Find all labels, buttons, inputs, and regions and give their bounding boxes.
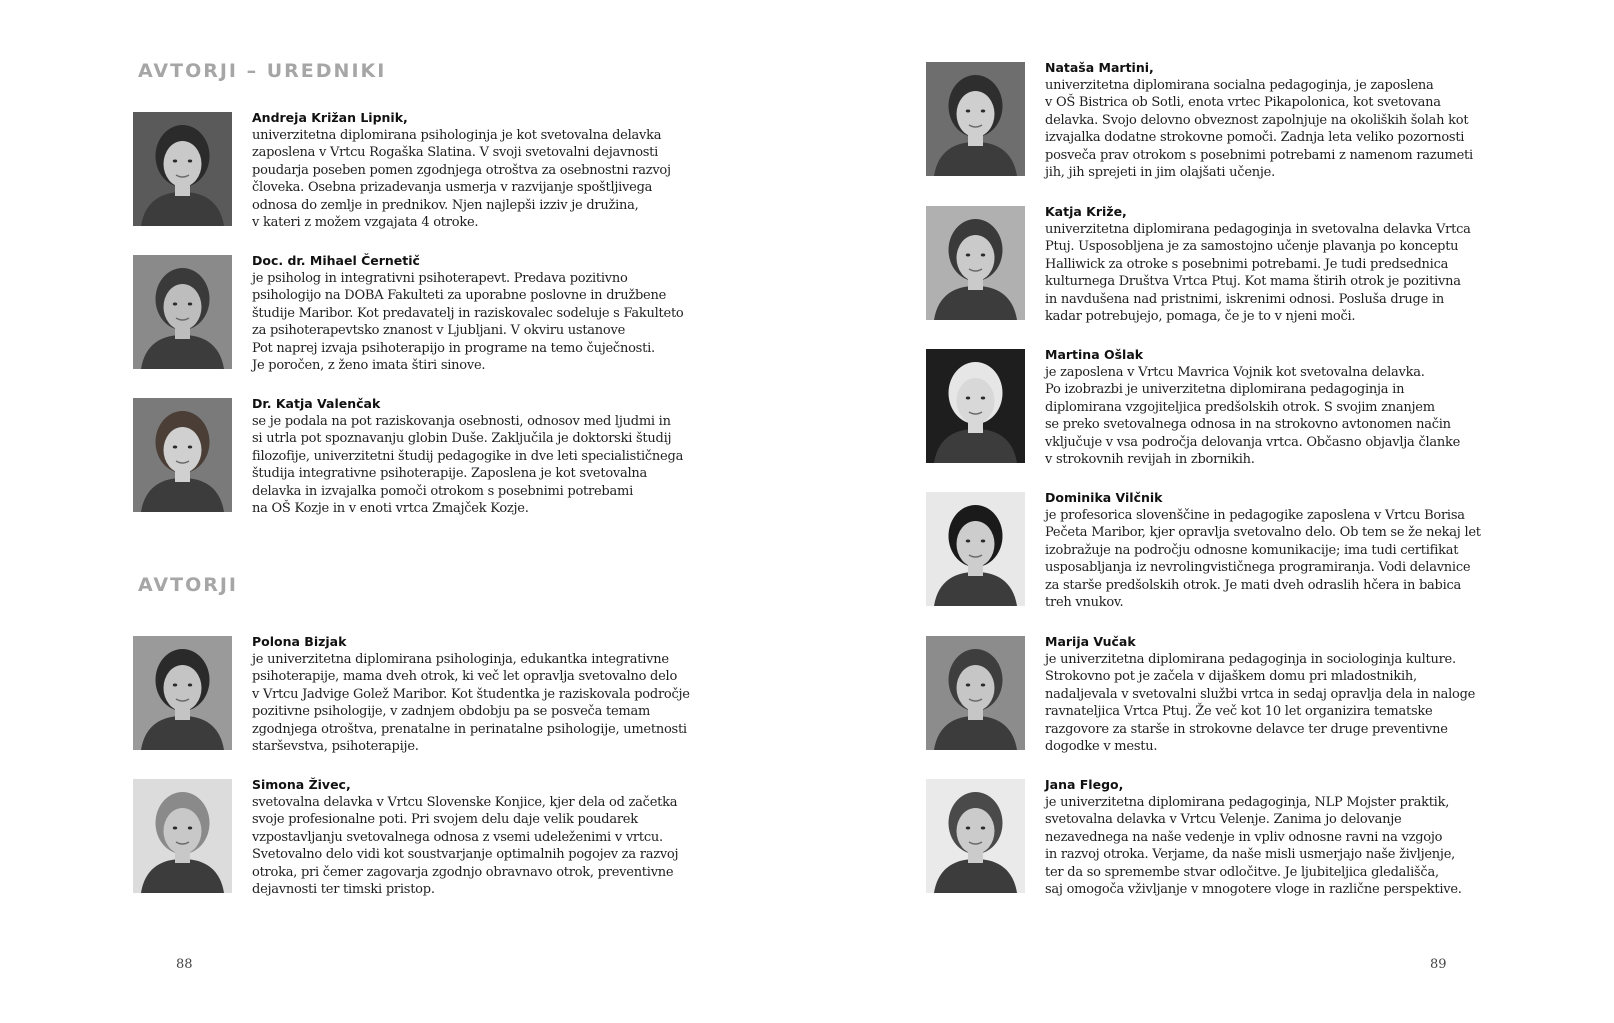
- portrait-icon: [926, 779, 1025, 893]
- author-name: Martina Ošlak: [1045, 347, 1144, 362]
- author-bio: univerzitetna diplomirana socialna pedagoginja, je zaposlena v OŠ Bistrica ob Sotli, enota vrtec Pikapolonica, kot svetovana delavka. Svojo delovno obveznost zapolnjuje na okoliških šolah kot izvajalka dodatne strokovne pomoči. Zadnja leta veliko pozornosti posveča prav otrokom s posebnimi potrebami z namenom razumeti jih, jih sprejeti in jim olajšati učenje.: [1045, 78, 1473, 181]
- author-entry: [926, 779, 1546, 899]
- author-bio: je univerzitetna diplomirana pedagoginja in sociologinja kulture. Strokovno pot je začela v dijaškem domu pri mladostnikih, nadaljevala v svetovalni službi vrtca in sedaj opravlja dela in naloge ravnateljica Vrtca Ptuj. Že več kot 10 let organizira tematske razgovore za starše in strokovne delavce ter druge preventivne dogodke v mestu.: [1045, 652, 1476, 755]
- portrait-photo: [926, 636, 1025, 750]
- author-bio: je profesorica slovenščine in pedagogike zaposlena v Vrtcu Borisa Pečeta Maribor, kjer opravlja svetovalno delo. Ob tem se že nekaj let izobražuje na področju odnosne komunikacije; ima tudi certifikat usposabljanja iz nevrolingvističnega programiranja. Vodi delavnice za starše predšolskih otrok. Je mati dveh odraslih hčera in babica treh vnukov.: [1045, 508, 1481, 611]
- author-bio: je zaposlena v Vrtcu Mavrica Vojnik kot svetovalna delavka. Po izobrazbi je univerzitetna diplomirana pedagoginja in diplomirana vzgojiteljica predšolskih otrok. S svojim znanjem se preko svetovalnega odnosa in na strokovno avtonomen način vključuje v vsa področja delovanja vrtca. Občasno objavlja članke v strokovnih revijah in zbornikih.: [1045, 365, 1461, 468]
- portrait-photo: [926, 349, 1025, 463]
- portrait-photo: [133, 636, 232, 750]
- author-bio: je univerzitetna diplomirana pedagoginja, NLP Mojster praktik, svetovalna delavka v Vrtcu Velenje. Zanima jo delovanje nezavednega na naše vedenje in vpliv odnosne ravni na vzgojo in razvoj otroka. Verjame, da naše misli usmerjajo naše življenje, ter da so spremembe stvar odločitve. Je ljubiteljica gledališča, saj omogoča vživljanje v mnogotere vloge in različne perspektive.: [1045, 795, 1462, 898]
- portrait-photo: [133, 112, 232, 226]
- right-page: [807, 0, 1614, 1023]
- author-entry: [133, 398, 753, 518]
- portrait-icon: [133, 255, 232, 369]
- portrait-photo: [133, 255, 232, 369]
- section-title-editors: AVTORJI – UREDNIKI: [138, 60, 387, 82]
- author-name: Marija Vučak: [1045, 634, 1136, 649]
- portrait-photo: [133, 779, 232, 893]
- author-entry: [133, 636, 753, 756]
- author-name: Andreja Križan Lipnik,: [252, 110, 408, 125]
- author-bio: univerzitetna diplomirana psihologinja je kot svetovalna delavka zaposlena v Vrtcu Rogaška Slatina. V svoji svetovalni dejavnosti poudarja poseben pomen zgodnjega otroštva za osebnostni razvoj človeka. Osebna prizadevanja usmerja v razvijanje spoštljivega odnosa do zemlje in prednikov. Njen najlepši izziv je družina, v kateri z možem vzgajata 4 otroke.: [252, 128, 671, 231]
- author-bio: univerzitetna diplomirana pedagoginja in svetovalna delavka Vrtca Ptuj. Usposobljena je za samostojno učenje plavanja po konceptu Halliwick za otroke s posebnimi potrebami. Je tudi predsednica kulturnega Društva Vrtca Ptuj. Kot mama štirih otrok je pozitivna in navdušena nad pristnimi, iskrenimi odnosi. Posluša druge in kadar potrebujejo, pomaga, če je to v njeni moči.: [1045, 222, 1471, 325]
- author-entry: [926, 206, 1546, 326]
- author-name: Nataša Martini,: [1045, 60, 1154, 75]
- author-bio: se je podala na pot raziskovanja osebnosti, odnosov med ljudmi in si utrla pot spoznavanju globin Duše. Zaključila je doktorski študij filozofije, univerzitetni študij pedagogike in dve leti specialističnega študija integrativne psihoterapije. Zaposlena je kot svetovalna delavka in izvajalka pomoči otrokom s posebnimi potrebami na OŠ Kozje in v enoti vrtca Zmajček Kozje.: [252, 414, 684, 517]
- portrait-icon: [926, 636, 1025, 750]
- author-name: Katja Križe,: [1045, 204, 1127, 219]
- author-bio: je univerzitetna diplomirana psihologinja, edukantka integrativne psihoterapije, mama dveh otrok, ki več let opravlja svetovalno delo v Vrtcu Jadvige Golež Maribor. Kot študentka je raziskovala področje pozitivne psihologije, v zadnjem obdobju pa se posveča temam zgodnjega otroštva, prenatalne in perinatalne psihologije, umetnosti starševstva, psihoterapije.: [252, 652, 690, 755]
- author-name: Jana Flego,: [1045, 777, 1124, 792]
- portrait-icon: [133, 779, 232, 893]
- author-entry: [926, 492, 1546, 612]
- author-name: Polona Bizjak: [252, 634, 347, 649]
- portrait-icon: [133, 636, 232, 750]
- portrait-photo: [133, 398, 232, 512]
- portrait-photo: [926, 779, 1025, 893]
- author-entry: [926, 636, 1546, 756]
- portrait-icon: [926, 206, 1025, 320]
- page-number: 89: [1430, 957, 1447, 972]
- author-entry: [133, 779, 753, 899]
- author-name: Dr. Katja Valenčak: [252, 396, 381, 411]
- portrait-icon: [926, 349, 1025, 463]
- portrait-icon: [133, 398, 232, 512]
- author-bio: je psiholog in integrativni psihoterapevt. Predava pozitivno psihologijo na DOBA Fakulteti za uporabne poslovne in družbene študije Maribor. Kot predavatelj in raziskovalec sodeluje s Fakulteto za psihoterapevtsko znanost v Ljubljani. V okviru ustanove Pot naprej izvaja psihoterapijo in programe na temo čuječnosti. Je poročen, z ženo imata štiri sinove.: [252, 271, 684, 374]
- portrait-photo: [926, 62, 1025, 176]
- author-entry: [926, 349, 1546, 469]
- author-entry: [133, 255, 753, 375]
- portrait-icon: [133, 112, 232, 226]
- author-bio: svetovalna delavka v Vrtcu Slovenske Konjice, kjer dela od začetka svoje profesionalne poti. Pri svojem delu daje velik poudarek vzpostavljanju svetovalnega odnosa z vsemi udeleženimi v vrtcu. Svetovalno delo vidi kot soustvarjanje optimalnih pogojev za razvoj otroka, pri čemer zagovarja zgodnjo obravnavo otrok, preventivne dejavnosti ter timski pristop.: [252, 795, 679, 898]
- author-name: Simona Živec,: [252, 777, 351, 792]
- section-title-authors: AVTORJI: [138, 574, 239, 596]
- author-name: Dominika Vilčnik: [1045, 490, 1163, 505]
- portrait-photo: [926, 206, 1025, 320]
- page-number: 88: [176, 957, 193, 972]
- author-entry: [133, 112, 753, 232]
- portrait-photo: [926, 492, 1025, 606]
- portrait-icon: [926, 62, 1025, 176]
- author-entry: [926, 62, 1546, 182]
- author-name: Doc. dr. Mihael Černetič: [252, 253, 420, 268]
- portrait-icon: [926, 492, 1025, 606]
